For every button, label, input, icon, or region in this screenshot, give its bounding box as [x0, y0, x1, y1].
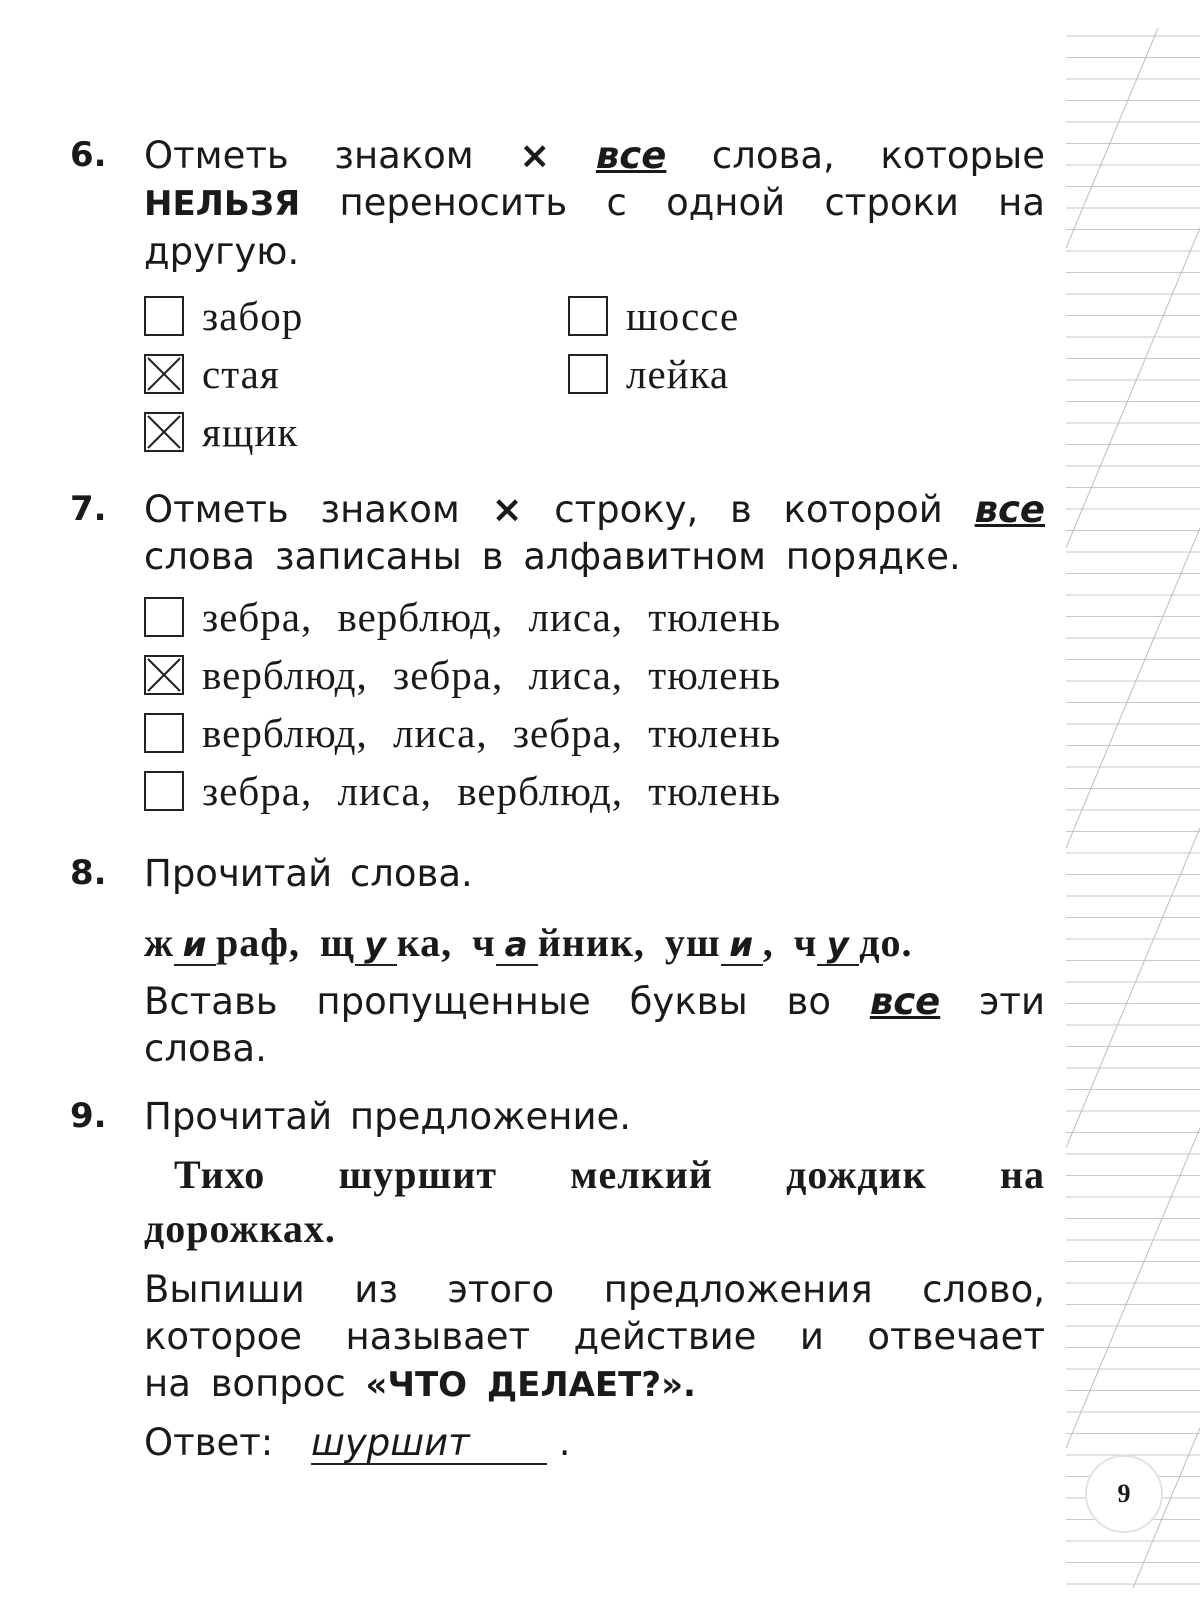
gap-word [144, 920, 300, 965]
prompt-text: переносить с одной строки на [339, 181, 1045, 224]
letter-gap[interactable] [817, 924, 859, 966]
emphasis-word: все [869, 980, 941, 1023]
task-prompt-line: другую. [144, 230, 300, 273]
option-item[interactable] [144, 762, 1045, 820]
task-instruction-line: слова. [144, 1027, 267, 1070]
sentence [144, 1148, 1045, 1256]
answer-period: . [558, 1421, 571, 1464]
filled-letter: и [729, 925, 755, 965]
task-prompt-line: Прочитай слова. [144, 852, 473, 895]
word-part: ка, [396, 920, 453, 965]
checkbox[interactable] [144, 771, 184, 811]
prompt-text: Отметь знаком [144, 488, 460, 531]
option-item[interactable] [568, 347, 968, 401]
checkbox[interactable] [568, 296, 608, 336]
letter-gap[interactable] [721, 924, 763, 966]
task-number: 7. [70, 489, 107, 529]
word-part: ж [144, 920, 175, 965]
option-label: верблюд, лиса, зебра, тюлень [202, 709, 782, 756]
task-number: 8. [70, 853, 107, 893]
task-instruction-line: Выпиши из этого предложения слово, [144, 1268, 1045, 1311]
option-item[interactable] [144, 347, 568, 401]
filled-letter: а [504, 925, 529, 965]
word-part: уш [664, 920, 721, 965]
checkbox-checked[interactable] [144, 412, 184, 452]
answer-line [144, 1419, 1045, 1466]
checkbox[interactable] [568, 354, 608, 394]
instruction-text: Вставь пропущенные буквы во [144, 980, 831, 1023]
option-label: верблюд, зебра, лиса, тюлень [202, 651, 782, 698]
options-list [144, 588, 1045, 820]
checkbox[interactable] [144, 713, 184, 753]
word-part: раф, [216, 920, 300, 965]
answer-field[interactable] [311, 1423, 547, 1465]
option-label: зебра, лиса, верблюд, тюлень [202, 767, 782, 814]
task-instruction-line: которое называет действие и отвечает [144, 1315, 1045, 1358]
answer-value: шуршит [311, 1421, 470, 1464]
task-9 [70, 1093, 1045, 1466]
options-grid [144, 289, 1045, 459]
option-item[interactable] [144, 704, 1045, 762]
task-prompt-line: Прочитай предложение. [144, 1095, 632, 1138]
prompt-text: слова, которые [711, 134, 1045, 177]
task-instruction-line [144, 978, 1045, 1025]
word-part: щ [319, 920, 355, 965]
option-label: стая [202, 350, 280, 397]
word-part: ч [472, 920, 496, 965]
letter-gap[interactable] [496, 924, 538, 966]
x-mark-icon: × [491, 488, 523, 531]
checkbox[interactable] [144, 296, 184, 336]
margin-ruled-lines [1066, 28, 1200, 1588]
word-part: до. [859, 920, 913, 965]
option-item[interactable] [144, 588, 1045, 646]
words-with-gaps [144, 919, 1045, 966]
task-number: 9. [70, 1096, 107, 1136]
task-prompt-line: слова записаны в алфавитном порядке. [144, 535, 961, 578]
task-7 [70, 486, 1045, 820]
slant-line [1066, 28, 1200, 248]
prompt-text: строку, в которой [554, 488, 943, 531]
instruction-text: эти [979, 980, 1046, 1023]
filled-letter: и [182, 925, 208, 965]
task-prompt-line [144, 179, 1045, 228]
slant-line [1066, 828, 1200, 1148]
filled-letter: у [364, 925, 388, 965]
option-item[interactable] [144, 646, 1045, 704]
word-part: йник, [537, 920, 645, 965]
cross-mark-icon [146, 356, 182, 392]
cross-mark-icon [146, 657, 182, 693]
checkbox-checked[interactable] [144, 354, 184, 394]
question-text: «ЧТО ДЕЛАЕТ?». [365, 1365, 696, 1405]
emphasis-word: все [974, 488, 1046, 531]
sentence-line: дорожках. [144, 1206, 336, 1251]
checkbox[interactable] [144, 597, 184, 637]
checkbox-checked[interactable] [144, 655, 184, 695]
gap-word [665, 920, 774, 965]
cross-mark-icon [146, 414, 182, 450]
sentence-line: Тихо шуршит мелкий дождик на [174, 1152, 1045, 1197]
word-part: , [762, 920, 774, 965]
letter-gap[interactable] [174, 924, 216, 966]
task-prompt-line [144, 486, 1045, 533]
slant-line [1066, 528, 1200, 848]
option-item[interactable] [568, 289, 968, 343]
word-part: ч [793, 920, 818, 965]
gap-word [320, 920, 452, 965]
caps-word: НЕЛЬЗЯ [144, 184, 301, 224]
option-label: зебра, верблюд, лиса, тюлень [202, 593, 782, 640]
gap-word [794, 920, 913, 965]
answer-label: Ответ: [144, 1421, 274, 1464]
option-item[interactable] [144, 289, 568, 343]
filled-letter: у [826, 925, 850, 965]
task-prompt-line [144, 132, 1045, 179]
task-6 [70, 132, 1045, 459]
instruction-text: на вопрос [144, 1362, 346, 1405]
option-label: шоссе [626, 292, 740, 339]
option-label: забор [202, 292, 304, 339]
letter-gap[interactable] [355, 924, 397, 966]
emphasis-word: все [595, 134, 667, 177]
gap-word [472, 920, 645, 965]
slant-line [1066, 228, 1200, 548]
option-label: ящик [202, 408, 299, 455]
x-mark-icon: × [519, 134, 551, 177]
task-instruction-line [144, 1360, 1045, 1409]
task-number: 6. [70, 135, 107, 175]
option-item[interactable] [144, 405, 568, 459]
page-number: 9 [1085, 1455, 1163, 1533]
option-label: лейка [626, 350, 730, 397]
prompt-text: Отметь знаком [144, 134, 474, 177]
task-8 [70, 850, 1045, 1072]
